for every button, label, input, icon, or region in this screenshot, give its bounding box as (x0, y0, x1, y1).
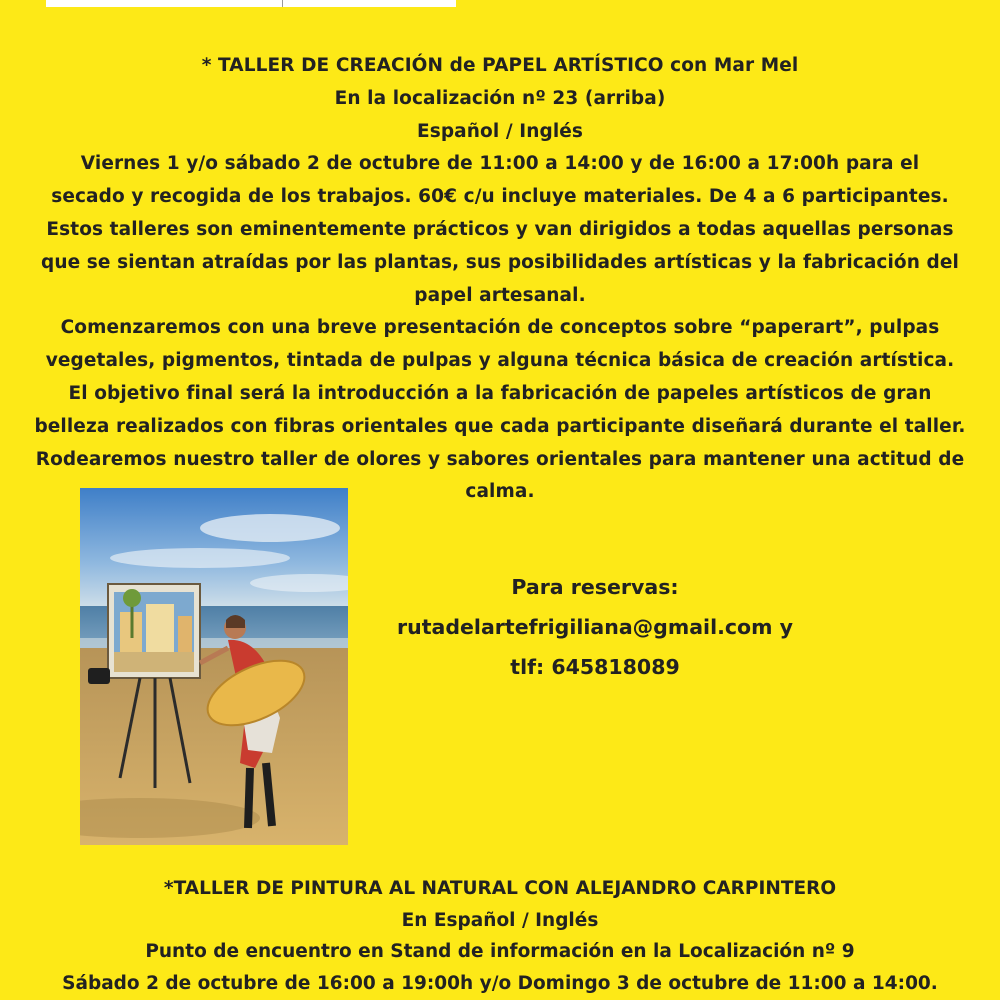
workshop-paper-section (8, 50, 992, 509)
workshop1-title: * TALLER DE CREACIÓN de PAPEL ARTÍSTICO con Mar Mel (201, 55, 799, 76)
workshop1-text-line: vegetales, pigmentos, tintada de pulpas y alguna técnica básica de creación artística. (45, 350, 955, 372)
reservations-title: Para reservas: (511, 575, 679, 599)
workshop-painting-section (0, 873, 1000, 999)
workshop1-text-line: Comenzaremos con una breve presentación de conceptos sobre “paperart”, pulpas (60, 317, 940, 339)
workshop1-languages: Español / Inglés (416, 120, 584, 142)
workshop2-schedule: Sábado 2 de octubre de 16:00 a 19:00h y/o Domingo 3 de octubre de 11:00 a 14:00. (62, 972, 938, 994)
reservations-phone[interactable]: tlf: 645818089 (510, 655, 680, 679)
strip-mark (282, 0, 283, 7)
workshop1-text-line: Rodearemos nuestro taller de olores y sabores orientales para mantener una actitud de (35, 448, 965, 470)
workshop1-text-line: secado y recogida de los trabajos. 60€ c/u incluye materiales. De 4 a 6 participantes. (51, 186, 949, 208)
workshop1-text-line: El objetivo final será la introducción a la fabricación de papeles artísticos de gran (68, 382, 932, 404)
workshop1-text-line: belleza realizados con fibras orientales que cada participante diseñará durante el taller. (34, 415, 966, 437)
workshop1-text-line: Estos talleres son eminentemente prácticos y van dirigidos a todas aquellas personas (46, 218, 954, 240)
workshop1-text-line: que se sientan atraídas por las plantas, sus posibilidades artísticas y la fabricación del (41, 251, 959, 273)
workshop2-languages: En Español / Inglés (401, 909, 599, 931)
reservations-block (360, 567, 830, 687)
workshop2-meeting-point: Punto de encuentro en Stand de información en la Localización nº 9 (145, 941, 855, 962)
workshop1-text-line: Viernes 1 y/o sábado 2 de octubre de 11:00 a 14:00 y de 16:00 a 17:00h para el (80, 153, 920, 175)
workshop2-title: *TALLER DE PINTURA AL NATURAL CON ALEJANDRO CARPINTERO (163, 878, 837, 899)
reservations-email[interactable]: rutadelartefrigiliana@gmail.com y (397, 615, 793, 639)
top-image-strip (46, 0, 456, 7)
workshop1-text-line: calma. (465, 481, 535, 503)
workshop1-location: En la localización nº 23 (arriba) (334, 87, 666, 109)
painter-beach-photo (80, 488, 348, 845)
workshop1-text-line: papel artesanal. (414, 284, 586, 306)
